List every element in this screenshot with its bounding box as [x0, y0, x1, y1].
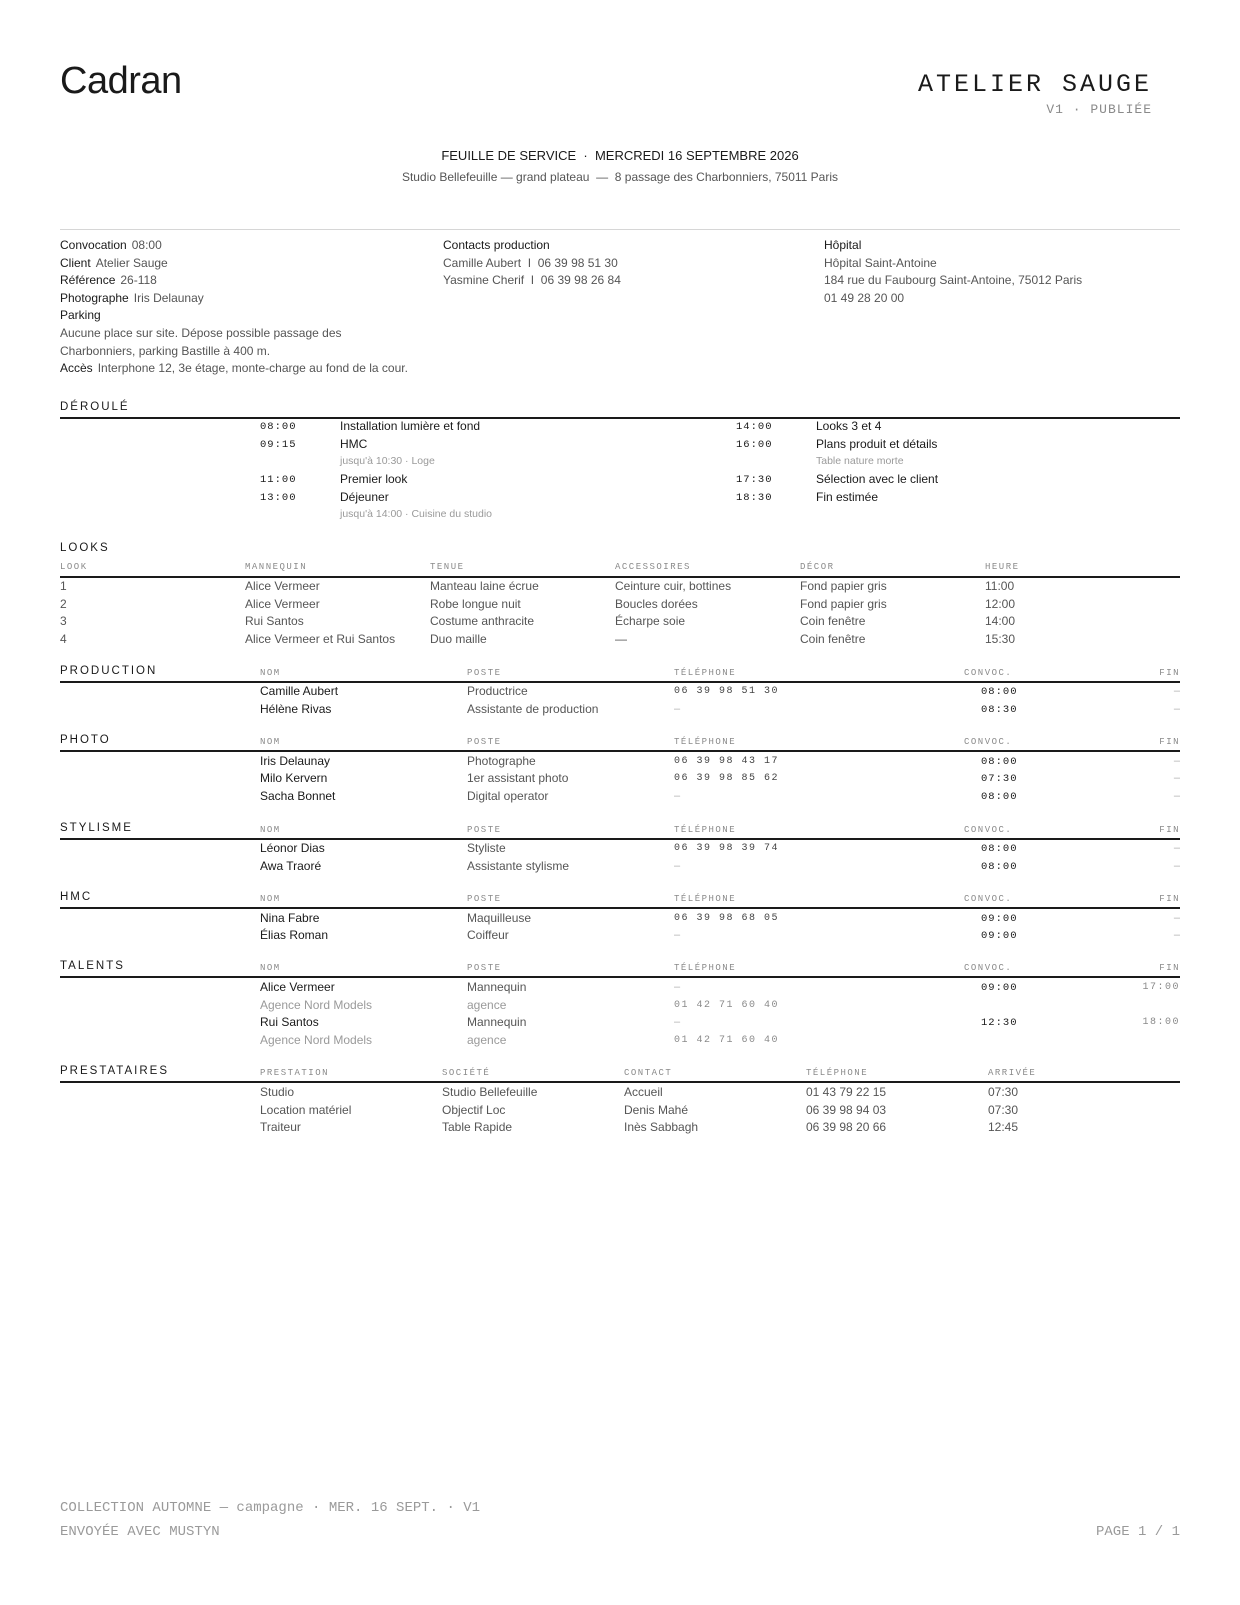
- table-cell: Studio: [260, 1085, 295, 1099]
- parking-value: Aucune place sur site. Dépose possible passage des Charbonniers, parking Bastille à 400 m.: [60, 325, 342, 358]
- table-cell: 12:00: [985, 597, 1016, 611]
- crew-fin: –: [1173, 685, 1180, 697]
- crew-phone: 06 39 98 43 17: [674, 756, 780, 767]
- deroule-step: Fin estimée: [816, 490, 879, 504]
- stylisme-rule: [60, 838, 1180, 840]
- col-header: FIN: [1159, 894, 1180, 904]
- production-rule: [60, 681, 1180, 683]
- crew-role: Productrice: [467, 684, 528, 698]
- crew-fin: –: [1173, 842, 1180, 854]
- crew-role: Mannequin: [467, 1015, 527, 1029]
- crew-role: Coiffeur: [467, 928, 509, 942]
- agency-role: agence: [467, 1033, 507, 1047]
- talents-rule: [60, 976, 1180, 978]
- crew-fin: –: [1173, 772, 1180, 784]
- col-header: NOM: [260, 825, 281, 835]
- crew-role: Styliste: [467, 841, 506, 855]
- looks-title: LOOKS: [60, 542, 110, 554]
- table-cell: 4: [60, 632, 67, 646]
- col-header: POSTE: [467, 894, 502, 904]
- header-divider: [60, 229, 1180, 230]
- reference-value: 26-118: [120, 273, 157, 288]
- table-cell: Coin fenêtre: [800, 632, 866, 646]
- table-cell: 12:45: [988, 1120, 1019, 1134]
- acces-value: Interphone 12, 3e étage, monte-charge au fond de la cour.: [97, 361, 408, 376]
- crew-convoc: 09:00: [981, 913, 1018, 925]
- deroule-note: Table nature morte: [816, 455, 904, 467]
- convocation-value: 08:00: [131, 238, 162, 252]
- table-cell: Objectif Loc: [442, 1103, 506, 1117]
- crew-role: Assistante de production: [467, 702, 599, 716]
- table-cell: 1: [60, 579, 67, 593]
- agency-role: agence: [467, 998, 507, 1012]
- photo-rule: [60, 750, 1180, 752]
- contact-line: Yasmine Cherif I 06 39 98 26 84: [443, 273, 621, 288]
- table-cell: Boucles dorées: [615, 597, 698, 611]
- deroule-time: 18:30: [736, 492, 773, 504]
- col-header: TENUE: [430, 562, 465, 572]
- crew-role: Digital operator: [467, 789, 549, 803]
- col-header: TÉLÉPHONE: [674, 963, 737, 973]
- col-header: PRESTATION: [260, 1068, 330, 1078]
- crew-phone: –: [674, 860, 681, 872]
- col-header: FIN: [1159, 737, 1180, 747]
- deroule-step: HMC: [340, 437, 368, 451]
- crew-name: Camille Aubert: [260, 684, 339, 698]
- col-header: NOM: [260, 737, 281, 747]
- deroule-time: 14:00: [736, 421, 773, 433]
- crew-convoc: 08:00: [981, 861, 1018, 873]
- crew-name: Léonor Dias: [260, 841, 325, 855]
- crew-fin: –: [1173, 755, 1180, 767]
- client-value: Atelier Sauge: [95, 255, 168, 270]
- brand-logo: Cadran: [60, 60, 182, 102]
- crew-name: Sacha Bonnet: [260, 789, 336, 803]
- crew-fin: 17:00: [1142, 982, 1180, 993]
- table-cell: Studio Bellefeuille: [442, 1085, 538, 1099]
- table-cell: Costume anthracite: [430, 614, 535, 628]
- col-header: FIN: [1159, 825, 1180, 835]
- col-header: CONVOC.: [964, 825, 1013, 835]
- col-header: CONVOC.: [964, 963, 1013, 973]
- hmc-title: HMC: [60, 891, 93, 903]
- deroule-step: Sélection avec le client: [816, 472, 939, 486]
- crew-convoc: 08:00: [981, 686, 1018, 698]
- deroule-time: 13:00: [260, 492, 297, 504]
- col-header: TÉLÉPHONE: [674, 668, 737, 678]
- col-header: MANNEQUIN: [245, 562, 308, 572]
- col-header: TÉLÉPHONE: [674, 737, 737, 747]
- footer-sent-with: ENVOYÉE AVEC MUSTYN: [60, 1524, 220, 1540]
- col-header: POSTE: [467, 963, 502, 973]
- call-sheet-title: FEUILLE DE SERVICE · MERCREDI 16 SEPTEMBRE 2026: [441, 148, 799, 163]
- col-header: CONVOC.: [964, 668, 1013, 678]
- col-header: SOCIÉTÉ: [442, 1068, 491, 1078]
- col-header: ACCESSOIRES: [615, 562, 691, 572]
- table-cell: Robe longue nuit: [430, 597, 521, 611]
- crew-convoc: 12:30: [981, 1017, 1018, 1029]
- col-header: CONTACT: [624, 1068, 673, 1078]
- table-cell: Traiteur: [260, 1120, 301, 1134]
- crew-fin: –: [1173, 790, 1180, 802]
- crew-fin: –: [1173, 912, 1180, 924]
- production-title: PRODUCTION: [60, 665, 158, 677]
- col-header: CONVOC.: [964, 737, 1013, 747]
- crew-convoc: 08:30: [981, 704, 1018, 716]
- table-cell: 06 39 98 20 66: [806, 1120, 887, 1134]
- deroule-step: Plans produit et détails: [816, 437, 938, 451]
- crew-fin: 18:00: [1142, 1017, 1180, 1028]
- col-header: CONVOC.: [964, 894, 1013, 904]
- talents-title: TALENTS: [60, 960, 125, 972]
- col-header: LOOK: [60, 562, 88, 572]
- deroule-time: 08:00: [260, 421, 297, 433]
- crew-convoc: 08:00: [981, 843, 1018, 855]
- crew-phone: –: [674, 703, 681, 715]
- info-hopital: [824, 237, 1180, 307]
- crew-role: Maquilleuse: [467, 911, 532, 925]
- crew-role: 1er assistant photo: [467, 771, 569, 785]
- crew-phone: –: [674, 1016, 681, 1028]
- table-cell: Location matériel: [260, 1103, 352, 1117]
- table-cell: 14:00: [985, 614, 1016, 628]
- table-cell: Table Rapide: [442, 1120, 513, 1134]
- deroule-step: Premier look: [340, 472, 408, 486]
- table-cell: Fond papier gris: [800, 597, 887, 611]
- crew-name: Élias Roman: [260, 928, 329, 942]
- crew-convoc: 07:30: [981, 773, 1018, 785]
- table-cell: Rui Santos: [245, 614, 304, 628]
- table-cell: Alice Vermeer: [245, 579, 320, 593]
- photographe-label: Photographe: [60, 290, 129, 305]
- crew-fin: –: [1173, 860, 1180, 872]
- col-header: TÉLÉPHONE: [806, 1068, 869, 1078]
- table-cell: Denis Mahé: [624, 1103, 689, 1117]
- table-cell: Alice Vermeer: [245, 597, 320, 611]
- table-cell: 07:30: [988, 1085, 1019, 1099]
- table-cell: 15:30: [985, 632, 1016, 646]
- photographe-value: Iris Delaunay: [133, 290, 204, 305]
- deroule-note: jusqu'à 10:30 · Loge: [340, 455, 435, 467]
- table-cell: Manteau laine écrue: [430, 579, 539, 593]
- info-general: [60, 237, 420, 378]
- hopital-label: Hôpital: [824, 238, 862, 252]
- contact-line: Camille Aubert I 06 39 98 51 30: [443, 255, 618, 270]
- footer-page-number: PAGE 1 / 1: [1095, 1524, 1180, 1540]
- reference-label: Référence: [60, 273, 116, 288]
- table-cell: Ceinture cuir, bottines: [615, 579, 732, 593]
- client-label: Client: [60, 255, 91, 270]
- deroule-time: 16:00: [736, 439, 773, 451]
- crew-name: Iris Delaunay: [260, 754, 331, 768]
- col-header: NOM: [260, 668, 281, 678]
- prestataires-title: PRESTATAIRES: [60, 1065, 169, 1077]
- crew-convoc: 09:00: [981, 930, 1018, 942]
- table-cell: 07:30: [988, 1103, 1019, 1117]
- parking-label: Parking: [60, 308, 101, 323]
- table-cell: Duo maille: [430, 632, 487, 646]
- agency-phone: 01 42 71 60 40: [674, 1000, 780, 1011]
- acces-label: Accès: [60, 361, 93, 376]
- table-cell: 01 43 79 22 15: [806, 1085, 887, 1099]
- stylisme-title: STYLISME: [60, 822, 133, 834]
- table-cell: 11:00: [985, 579, 1015, 593]
- deroule-time: 09:15: [260, 439, 297, 451]
- col-header: HEURE: [985, 562, 1020, 572]
- footer-collection: COLLECTION AUTOMNE — campagne · MER. 16 SEPT. · V1: [60, 1500, 481, 1516]
- crew-phone: 06 39 98 68 05: [674, 913, 780, 924]
- company-name: ATELIER SAUGE: [917, 70, 1152, 99]
- crew-phone: 06 39 98 85 62: [674, 773, 780, 784]
- deroule-step: Looks 3 et 4: [816, 419, 882, 433]
- crew-name: Milo Kervern: [260, 771, 328, 785]
- crew-name: Rui Santos: [260, 1015, 319, 1029]
- col-header: FIN: [1159, 668, 1180, 678]
- col-header: NOM: [260, 963, 281, 973]
- table-cell: Fond papier gris: [800, 579, 887, 593]
- crew-name: Nina Fabre: [260, 911, 320, 925]
- crew-phone: –: [674, 790, 681, 802]
- crew-name: Awa Traoré: [260, 859, 322, 873]
- convocation-label: Convocation: [60, 238, 127, 252]
- table-cell: Accueil: [624, 1085, 663, 1099]
- table-cell: Alice Vermeer et Rui Santos: [245, 632, 396, 646]
- photo-title: PHOTO: [60, 734, 111, 746]
- crew-convoc: 09:00: [981, 982, 1018, 994]
- info-contacts: [443, 237, 783, 290]
- deroule-step: Installation lumière et fond: [340, 419, 481, 433]
- table-cell: 2: [60, 597, 67, 611]
- crew-phone: 06 39 98 39 74: [674, 843, 780, 854]
- col-header: DÉCOR: [800, 562, 835, 572]
- agency-name: Agence Nord Models: [260, 1033, 373, 1047]
- table-cell: 3: [60, 614, 67, 628]
- deroule-note: jusqu'à 14:00 · Cuisine du studio: [340, 508, 493, 520]
- col-header: FIN: [1159, 963, 1180, 973]
- deroule-step: Déjeuner: [340, 490, 389, 504]
- table-cell: Coin fenêtre: [800, 614, 866, 628]
- crew-role: Assistante stylisme: [467, 859, 570, 873]
- prestataires-rule: [60, 1081, 1180, 1083]
- deroule-time: 11:00: [260, 474, 297, 486]
- crew-fin: –: [1173, 929, 1180, 941]
- crew-role: Mannequin: [467, 980, 527, 994]
- hopital-address: 184 rue du Faubourg Saint-Antoine, 75012 Paris: [824, 273, 1083, 288]
- crew-phone: 06 39 98 51 30: [674, 686, 780, 697]
- deroule-rule: [60, 417, 1180, 419]
- call-sheet-location: Studio Bellefeuille — grand plateau — 8 passage des Charbonniers, 75011 Paris: [401, 170, 839, 184]
- version-status: V1 · PUBLIÉE: [1046, 102, 1152, 117]
- crew-convoc: 08:00: [981, 756, 1018, 768]
- table-cell: —: [615, 632, 627, 646]
- col-header: POSTE: [467, 737, 502, 747]
- contacts-label: Contacts production: [443, 238, 550, 252]
- crew-name: Hélène Rivas: [260, 702, 332, 716]
- crew-fin: –: [1173, 703, 1180, 715]
- crew-convoc: 08:00: [981, 791, 1018, 803]
- col-header: TÉLÉPHONE: [674, 894, 737, 904]
- agency-name: Agence Nord Models: [260, 998, 373, 1012]
- deroule-time: 17:30: [736, 474, 773, 486]
- hopital-phone: 01 49 28 20 00: [824, 290, 905, 305]
- hmc-rule: [60, 907, 1180, 909]
- col-header: NOM: [260, 894, 281, 904]
- table-cell: Inès Sabbagh: [624, 1120, 699, 1134]
- crew-role: Photographe: [467, 754, 536, 768]
- looks-rule: [60, 576, 1180, 578]
- col-header: POSTE: [467, 668, 502, 678]
- crew-name: Alice Vermeer: [260, 980, 335, 994]
- hopital-name: Hôpital Saint-Antoine: [824, 255, 937, 270]
- crew-phone: –: [674, 929, 681, 941]
- crew-phone: –: [674, 981, 681, 993]
- col-header: TÉLÉPHONE: [674, 825, 737, 835]
- deroule-title: DÉROULÉ: [60, 401, 130, 413]
- agency-phone: 01 42 71 60 40: [674, 1035, 780, 1046]
- table-cell: 06 39 98 94 03: [806, 1103, 887, 1117]
- table-cell: Écharpe soie: [615, 614, 686, 628]
- col-header: POSTE: [467, 825, 502, 835]
- col-header: ARRIVÉE: [988, 1068, 1037, 1078]
